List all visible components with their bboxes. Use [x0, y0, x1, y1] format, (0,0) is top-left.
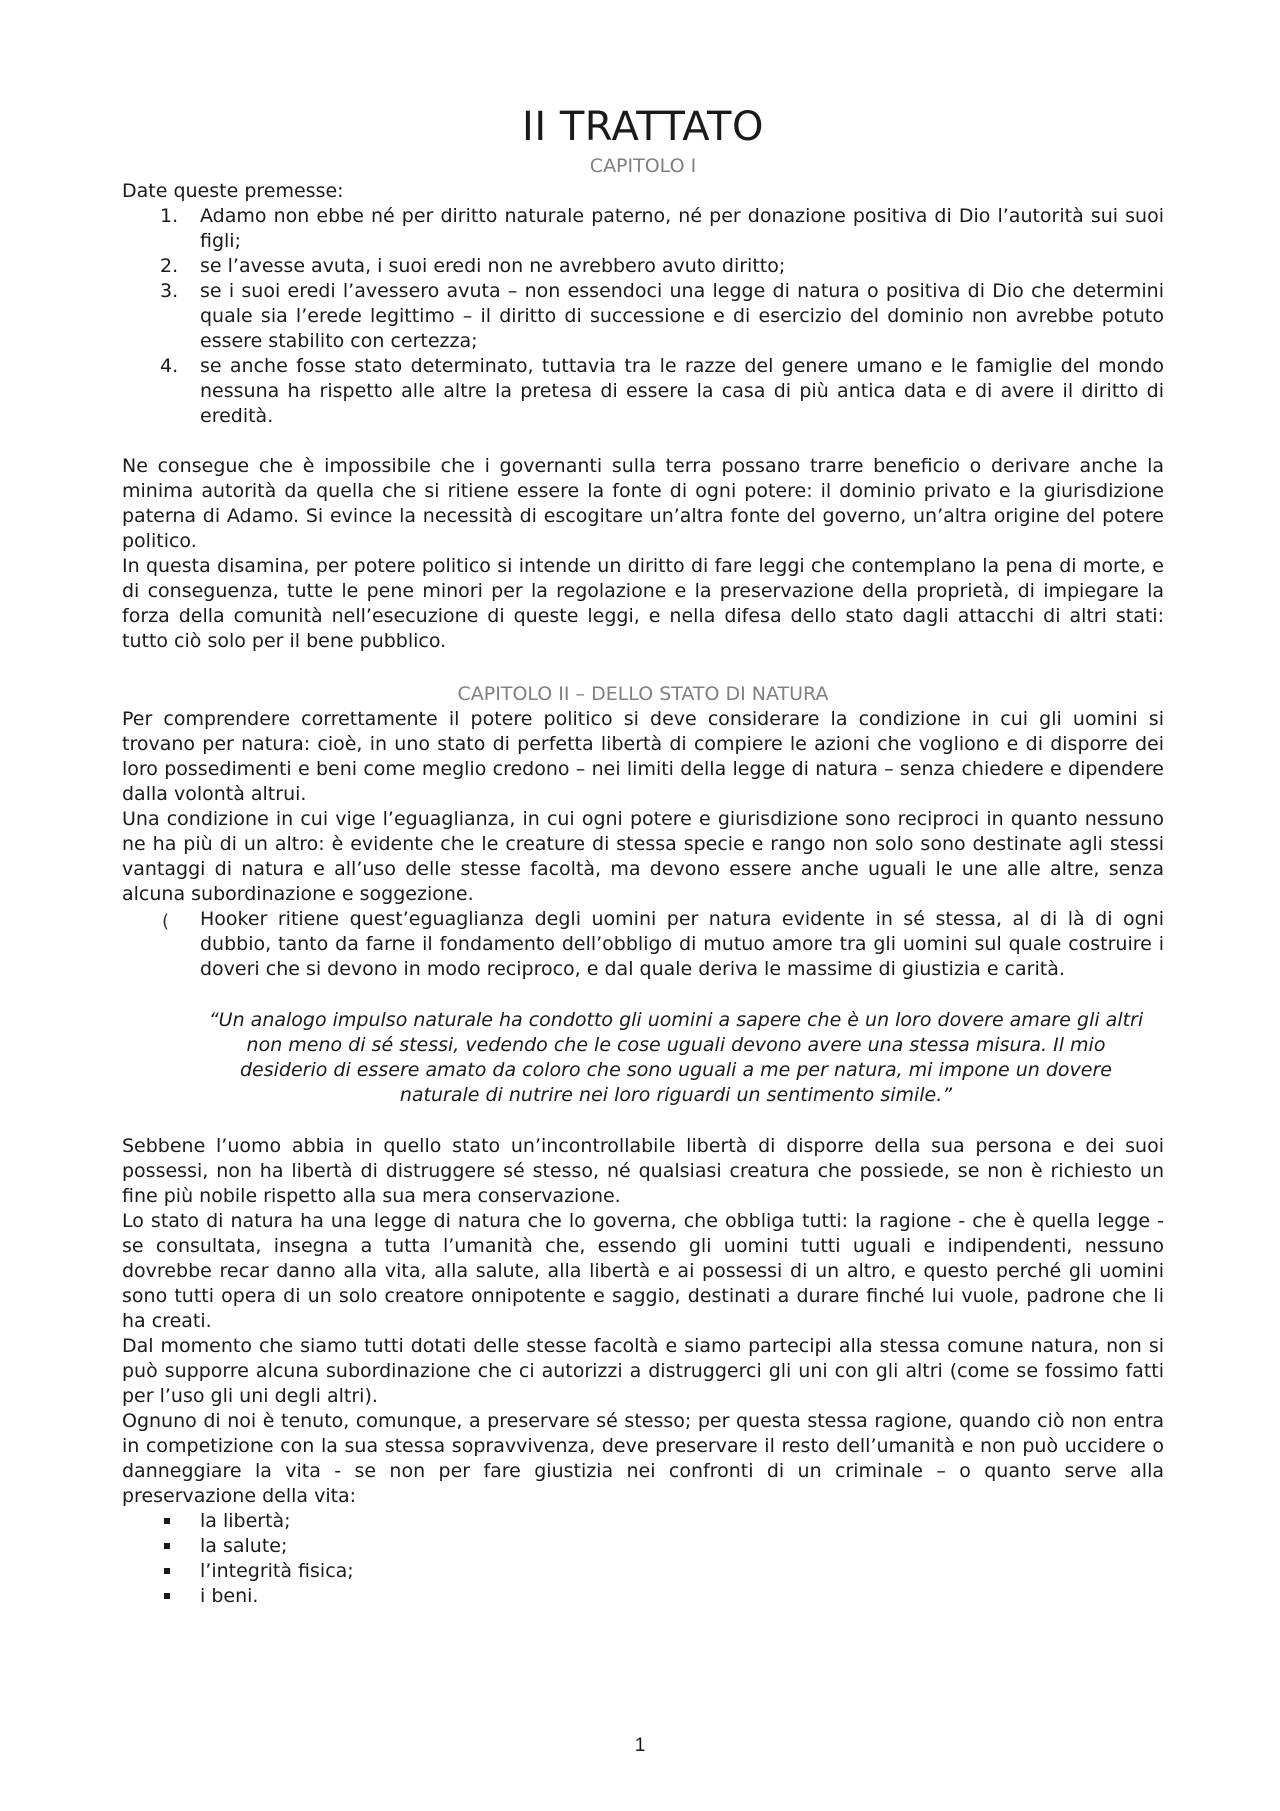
list-item-text: se i suoi eredi l’avessero avuta – non essendoci una legge di natura o positiva di Dio che determini quale sia l’erede legittimo – il diritto di successione e di esercizio del dominio non avrebbe potuto essere stabilito con certezza;: [200, 280, 1164, 352]
list-item-text: se anche fosse stato determinato, tuttavia tra le razze del genere umano e le famiglie del mondo nessuna ha rispetto alle altre la pretesa di essere la casa di più antica data e di avere il diritto di eredità.: [200, 355, 1164, 427]
hooker-paragraph: [122, 907, 1164, 982]
paragraph: Una condizione in cui vige l’eguaglianza, in cui ogni potere e giurisdizione sono reciproci in quanto nessuno ne ha più di un altro: è evidente che le creature di stessa specie e rango non solo sono destinate agli stessi vantaggi di natura e all’uso delle stesse facoltà, ma devono essere anche uguali le une alle altre, senza alcuna subordinazione e soggezione.: [122, 808, 1164, 905]
list-number: 3.: [160, 280, 179, 302]
bracket-mark: (: [162, 911, 170, 932]
paragraph: Ne consegue che è impossibile che i governanti sulla terra possano trarre beneficio o derivare anche la minima autorità da quella che si ritiene essere la fonte di ogni potere: il dominio privato e la giurisdizione paterna di Adamo. Si evince la necessità di escogitare un’altra fonte del governo, un’altra origine del potere politico.: [122, 455, 1164, 552]
spacer: [122, 429, 1164, 454]
list-item-text: la libertà;: [200, 1510, 291, 1532]
list-item-text: i beni.: [200, 1585, 259, 1607]
chapter-1-intro: Date queste premesse:: [122, 180, 344, 202]
square-bullet-icon: [164, 1568, 170, 1574]
list-number: 2.: [160, 255, 179, 277]
list-item-text: Adamo non ebbe né per diritto naturale paterno, né per donazione positiva di Dio l’autorità sui suoi figli;: [200, 205, 1164, 252]
paragraph: Ognuno di noi è tenuto, comunque, a preservare sé stesso; per questa stessa ragione, quando ciò non entra in competizione con la sua stessa sopravvivenza, deve preservare il resto dell’umanità e non può uccidere o danneggiare la vita - se non per fare giustizia nei confronti di un criminale – o quanto serve alla preservazione della vita:: [122, 1410, 1164, 1507]
list-item: [122, 1584, 1164, 1609]
list-number: 4.: [160, 355, 179, 377]
premises-list: [122, 204, 1164, 429]
chapter-2-heading: CAPITOLO II – DELLO STATO DI NATURA: [457, 683, 829, 705]
list-item-text: la salute;: [200, 1535, 288, 1557]
page-number: 1: [634, 1735, 646, 1756]
list-item: [122, 1534, 1164, 1559]
document-title: II TRATTATO: [522, 103, 764, 150]
chapter-2: [122, 682, 1164, 1609]
list-number: 1.: [160, 205, 179, 227]
list-item-text: l’integrità fisica;: [200, 1560, 354, 1582]
paragraph: In questa disamina, per potere politico si intende un diritto di fare leggi che contemplano la pena di morte, e di conseguenza, tutte le pene minori per la regolazione e la preservazione della proprietà, di impiegare la forza della comunità nell’esecuzione di queste leggi, e nella difesa dello stato dagli attacchi di altri stati: tutto ciò solo per il bene pubblico.: [122, 555, 1164, 652]
list-item: [122, 204, 1164, 254]
chapter-1-heading: CAPITOLO I: [589, 155, 697, 177]
list-item: [122, 254, 1164, 279]
list-item-text: se l’avesse avuta, i suoi eredi non ne avrebbero avuto diritto;: [200, 255, 786, 277]
paragraph: Dal momento che siamo tutti dotati delle stesse facoltà e siamo partecipi alla stessa comune natura, non si può supporre alcuna subordinazione che ci autorizzi a distruggerci gli uni con gli altri (come se fossimo fatti per l’uso gli uni degli altri).: [122, 1335, 1164, 1407]
chapter-1: [122, 154, 1164, 654]
paragraph: Sebbene l’uomo abbia in quello stato un’incontrollabile libertà di disporre della sua persona e dei suoi possessi, non ha libertà di distruggere sé stesso, né qualsiasi creatura che possiede, se non è richiesto un fine più nobile rispetto alla sua mera conservazione.: [122, 1135, 1164, 1207]
square-bullet-icon: [164, 1593, 170, 1599]
hooker-text: Hooker ritiene quest’eguaglianza degli uomini per natura evidente in sé stessa, al di là di ogni dubbio, tanto da farne il fondamento dell’obbligo di mutuo amore tra gli uomini sul quale costruire i doveri che si devono in modo reciproco, e dal quale deriva le massime di giustizia e carità.: [200, 908, 1164, 980]
list-item: [122, 1509, 1164, 1534]
list-item: [122, 279, 1164, 354]
list-item: [122, 354, 1164, 429]
preservation-list: [122, 1509, 1164, 1609]
list-item: [122, 1559, 1164, 1584]
paragraph: Lo stato di natura ha una legge di natura che lo governa, che obbliga tutti: la ragione - che è quella legge - se consultata, insegna a tutta l’umanità che, essendo gli uomini tutti uguali e indipendenti, nessuno dovrebbe recar danno alla vita, alla salute, alla libertà e ai possessi di un altro, e questo perché gli uomini sono tutti opera di un solo creatore onnipotente e saggio, destinati a durare finché lui vuole, padrone che li ha creati.: [122, 1210, 1164, 1332]
paragraph: Per comprendere correttamente il potere politico si deve considerare la condizione in cui gli uomini si trovano per natura: cioè, in uno stato di perfetta libertà di compiere le azioni che vogliono e di disporre dei loro possedimenti e beni come meglio credono – nei limiti della legge di natura – senza chiedere e dipendere dalla volontà altrui.: [122, 708, 1164, 805]
square-bullet-icon: [164, 1518, 170, 1524]
square-bullet-icon: [164, 1543, 170, 1549]
block-quote: “Un analogo impulso naturale ha condotto gli uomini a sapere che è un loro dovere amare gli altri non meno di sé stessi, vedendo che le cose uguali devono avere una stessa misura. Il mio desiderio di essere amato da coloro che sono uguali a me per natura, mi impone un dovere naturale di nutrire nei loro riguardi un sentimento simile.”: [208, 1009, 1144, 1106]
